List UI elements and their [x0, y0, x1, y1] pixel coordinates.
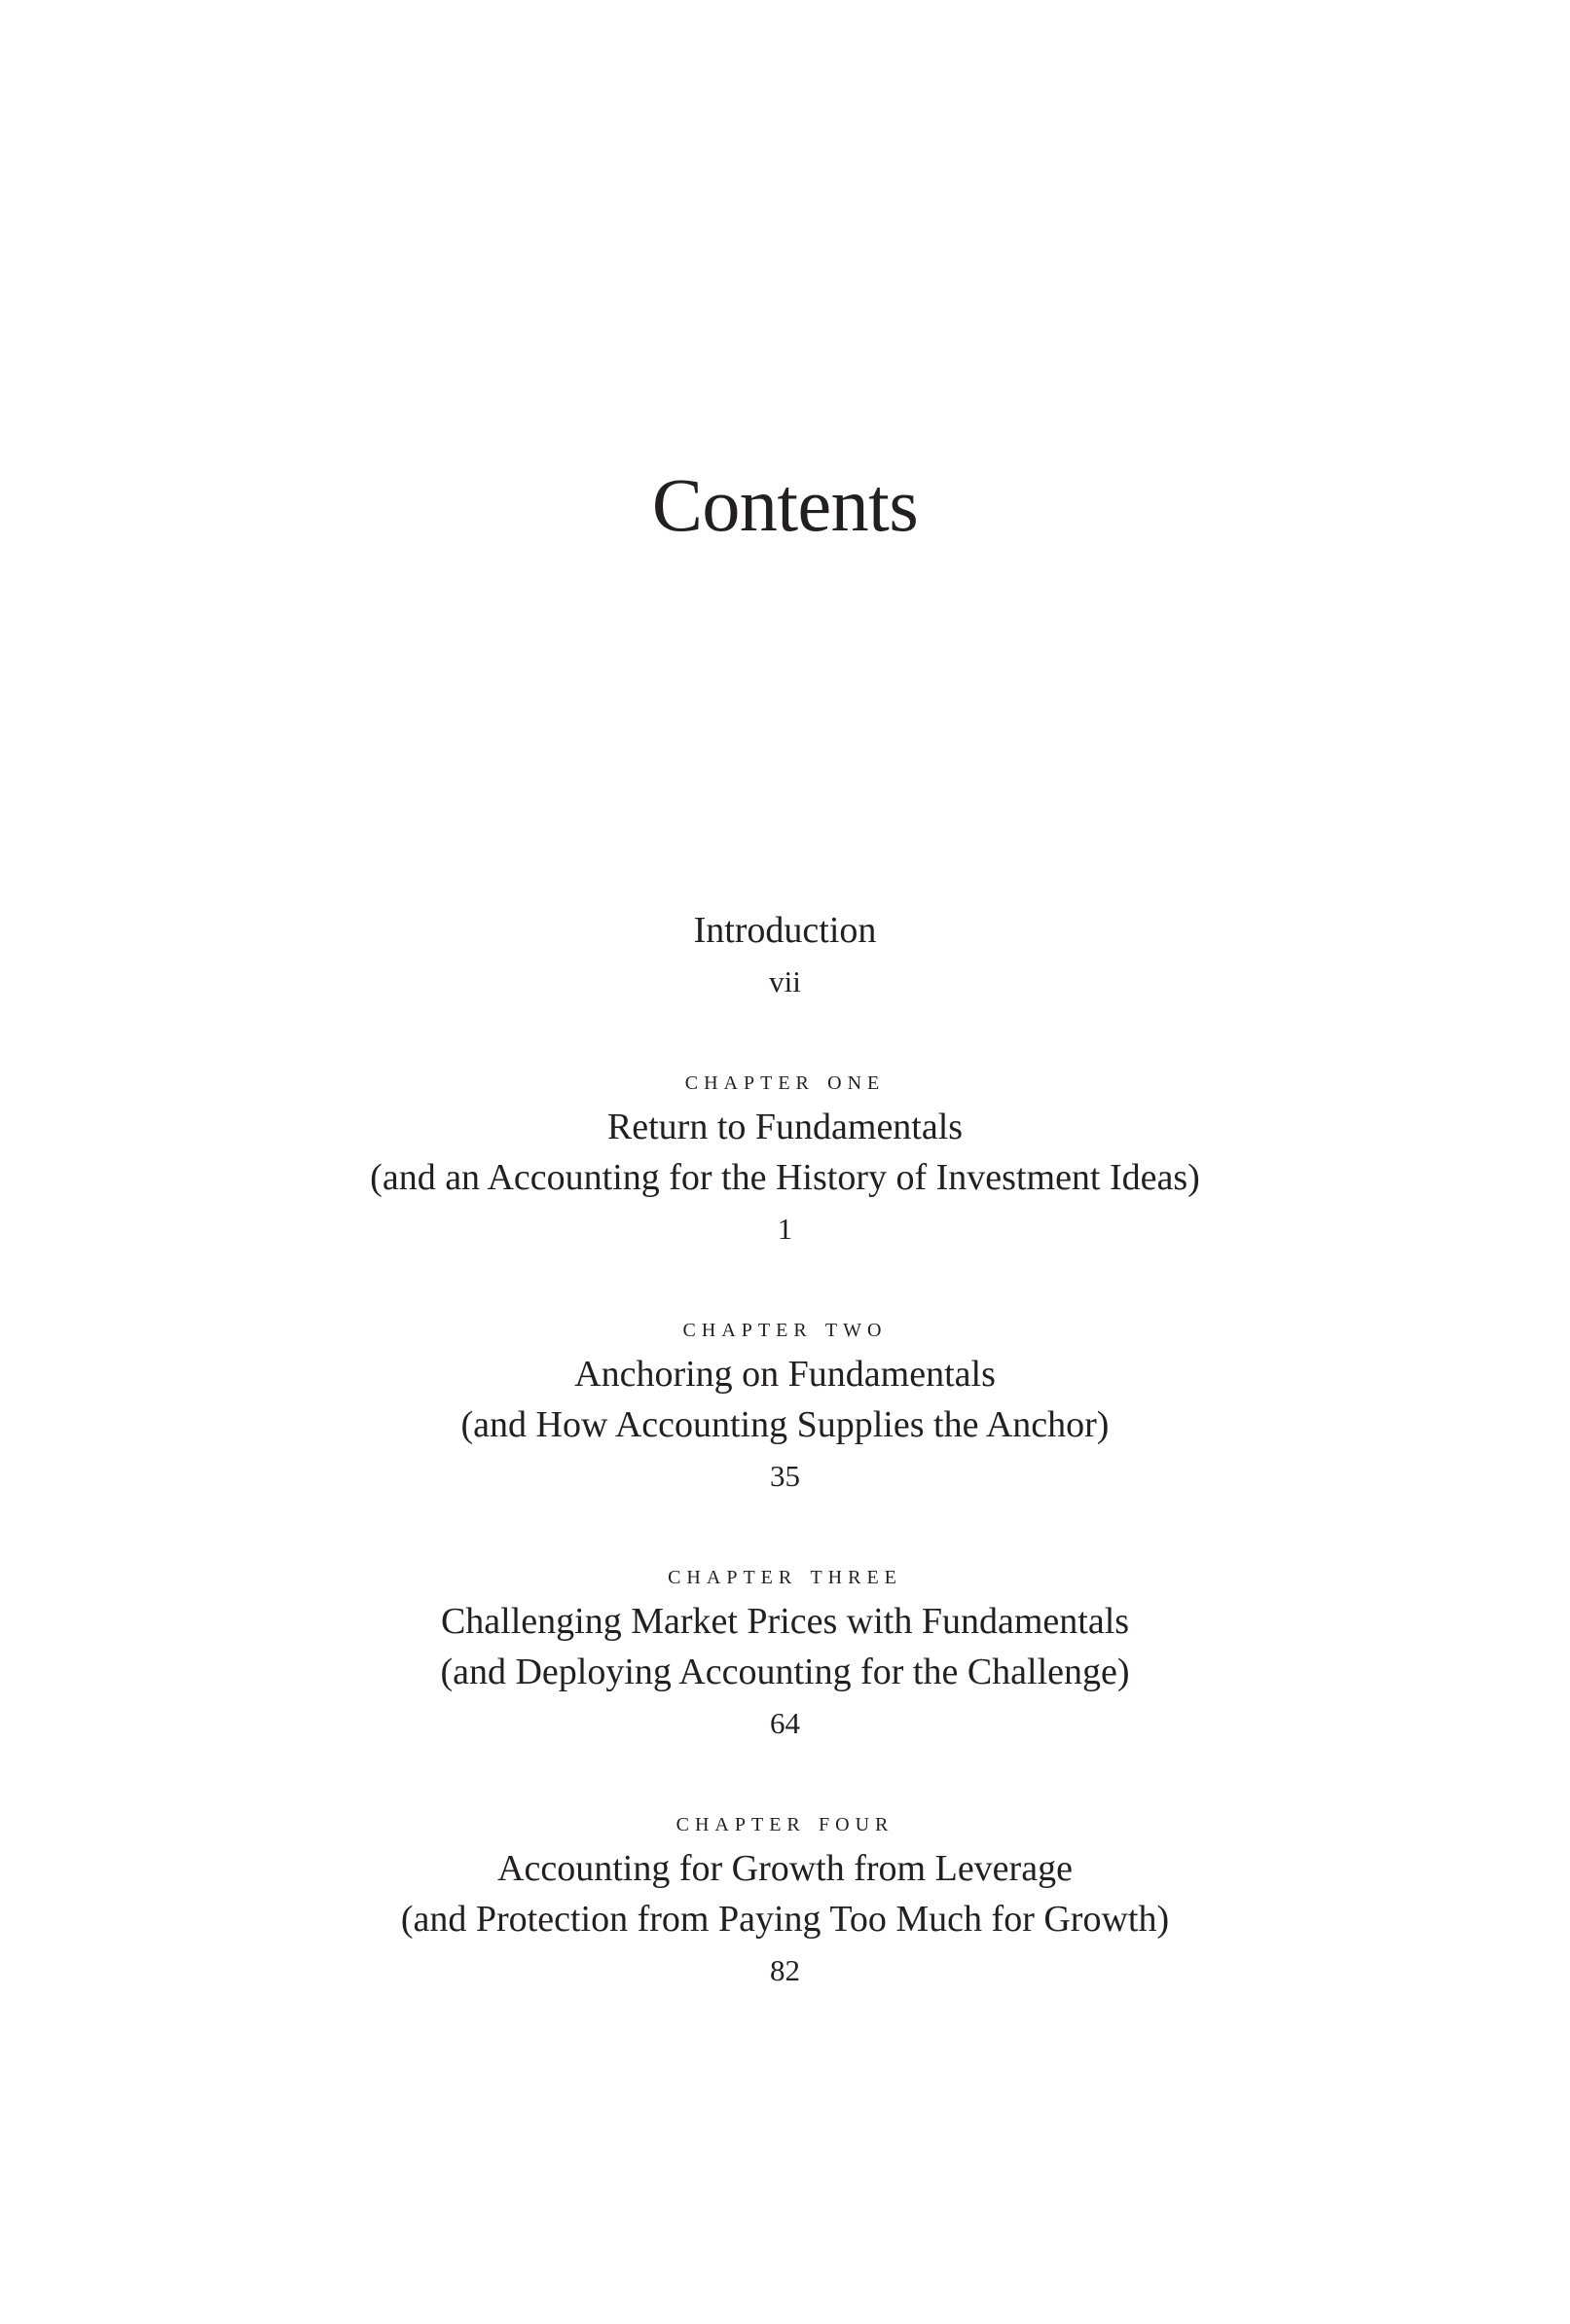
entry-subtitle: (and Protection from Paying Too Much for Growth) [400, 1899, 1170, 1940]
page-title: Contents [651, 462, 919, 547]
entry-subtitle: (and How Accounting Supplies the Anchor) [460, 1404, 1110, 1445]
table-of-contents [0, 905, 1570, 1995]
entry-title: Introduction [693, 910, 877, 951]
entry-title: Accounting for Growth from Leverage [497, 1848, 1073, 1889]
toc-entry-introduction [0, 905, 1570, 1006]
entry-page-number: 64 [770, 1706, 800, 1740]
toc-entry-chapter-three [0, 1555, 1570, 1748]
entry-page-number: 1 [777, 1212, 793, 1246]
toc-entry-chapter-one [0, 1061, 1570, 1253]
chapter-label: chapter three [668, 1559, 902, 1590]
entry-subtitle: (and Deploying Accounting for the Challenge) [440, 1652, 1130, 1692]
entry-title: Anchoring on Fundamentals [574, 1354, 996, 1395]
toc-entry-chapter-two [0, 1308, 1570, 1501]
entry-page-number: 82 [770, 1953, 800, 1987]
entry-page-number: 35 [770, 1459, 800, 1493]
entry-subtitle: (and an Accounting for the History of Investment Ideas) [370, 1157, 1200, 1198]
chapter-label: chapter one [684, 1065, 886, 1096]
chapter-label: chapter two [682, 1312, 888, 1343]
entry-title: Challenging Market Prices with Fundamentals [440, 1601, 1130, 1642]
entry-page-number: vii [769, 964, 801, 999]
toc-entry-chapter-four [0, 1802, 1570, 1995]
chapter-label: chapter four [675, 1806, 895, 1837]
entry-title: Return to Fundamentals [606, 1107, 964, 1147]
